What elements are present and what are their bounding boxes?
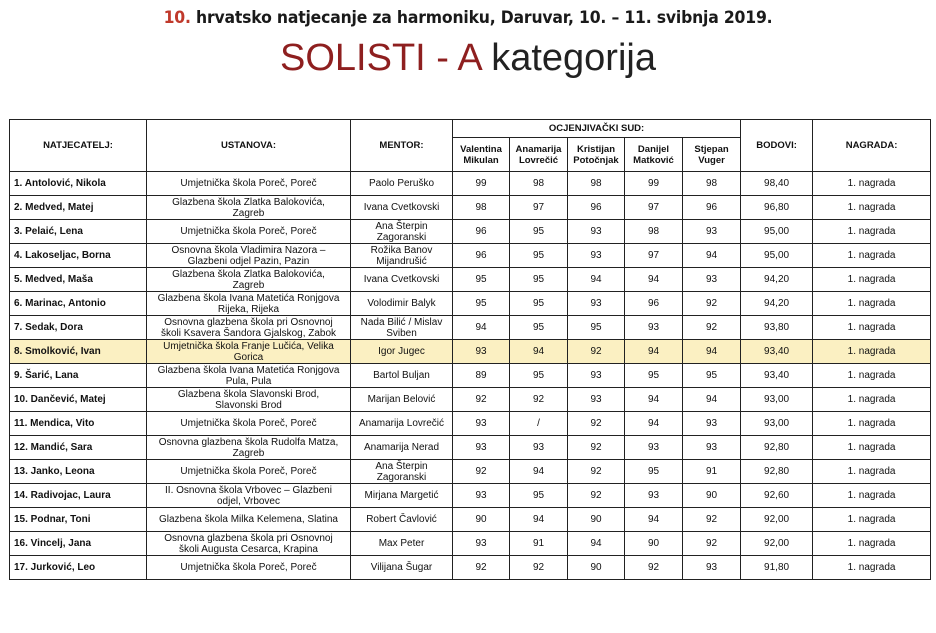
score-cell: 93 [568, 364, 625, 388]
points-cell: 96,80 [741, 196, 813, 220]
award-cell: 1. nagrada [813, 484, 931, 508]
contestant-cell: 10. Dančević, Matej [10, 388, 147, 412]
competition-title [37, 8, 898, 28]
table-row [10, 268, 931, 292]
institution-cell-line: Rijeka, Rijeka [217, 303, 280, 315]
contestant-cell: 12. Mandić, Sara [10, 436, 147, 460]
juror-name-part: Lovrečić [518, 154, 559, 166]
points-cell: 93,80 [741, 316, 813, 340]
category-heading [0, 36, 936, 80]
header-juror [625, 138, 683, 172]
award-cell: 1. nagrada [813, 292, 931, 316]
score-cell: 97 [625, 244, 683, 268]
contestant-cell: 6. Marinac, Antonio [10, 292, 147, 316]
institution-cell [147, 484, 351, 508]
score-cell: 94 [625, 340, 683, 364]
score-cell: 92 [453, 460, 510, 484]
mentor-cell-line: Ivana Cvetkovski [363, 274, 440, 285]
score-cell: 94 [683, 244, 741, 268]
contestant-cell: 16. Vincelj, Jana [10, 532, 147, 556]
points-cell: 92,00 [741, 532, 813, 556]
score-cell: 90 [568, 556, 625, 580]
score-cell: 92 [568, 484, 625, 508]
institution-cell-line: Zagreb [232, 447, 265, 459]
score-cell: 94 [625, 508, 683, 532]
juror-name-part: Valentina [460, 143, 502, 155]
juror-name-part: Potočnjak [573, 154, 619, 166]
mentor-cell [351, 556, 453, 580]
table-row [10, 244, 931, 268]
score-cell: 92 [683, 532, 741, 556]
competition-title-text: hrvatsko natjecanje za harmoniku, Daruvar, 10. – 11. svibnja 2019. [195, 8, 773, 28]
score-cell: 96 [453, 220, 510, 244]
table-row [10, 388, 931, 412]
contestant-cell: 4. Lakoseljac, Borna [10, 244, 147, 268]
institution-cell-line: Osnovna škola Vladimira Nazora – [171, 244, 326, 256]
mentor-cell [351, 340, 453, 364]
points-cell: 92,00 [741, 508, 813, 532]
score-cell: 98 [510, 172, 568, 196]
header-jury: OCJENJIVAČKI SUD: [453, 120, 741, 138]
mentor-cell [351, 220, 453, 244]
institution-cell-line: Osnovna glazbena škola Rudolfa Matza, [158, 436, 339, 448]
institution-cell [147, 340, 351, 364]
award-cell: 1. nagrada [813, 316, 931, 340]
mentor-cell-line: Marijan Belović [367, 394, 436, 405]
juror-name-part: Anamarija [515, 143, 562, 155]
score-cell: 93 [453, 340, 510, 364]
category-heading-black: kategorija [491, 37, 656, 79]
institution-cell-line: školi Ksavera Šandora Gjalskog, Zabok [160, 327, 337, 339]
mentor-cell [351, 412, 453, 436]
institution-cell [147, 532, 351, 556]
score-cell: 93 [625, 316, 683, 340]
institution-cell-line: Glazbena škola Slavonski Brod, [177, 388, 320, 400]
mentor-cell-line: Ana Šterpin [375, 220, 428, 232]
score-cell: 92 [568, 412, 625, 436]
score-cell: 94 [625, 412, 683, 436]
mentor-cell [351, 316, 453, 340]
table-row [10, 460, 931, 484]
score-cell: 92 [683, 508, 741, 532]
table-row [10, 196, 931, 220]
contestant-cell: 3. Pelaić, Lena [10, 220, 147, 244]
points-cell: 98,40 [741, 172, 813, 196]
score-cell: 94 [510, 340, 568, 364]
institution-cell [147, 508, 351, 532]
score-cell: 98 [453, 196, 510, 220]
institution-cell-line: Zagreb [232, 279, 265, 291]
institution-cell [147, 220, 351, 244]
institution-cell [147, 460, 351, 484]
results-table [9, 119, 931, 580]
table-row [10, 172, 931, 196]
score-cell: 92 [683, 316, 741, 340]
score-cell: 93 [683, 268, 741, 292]
score-cell: 92 [453, 556, 510, 580]
score-cell: 93 [683, 556, 741, 580]
mentor-cell [351, 196, 453, 220]
score-cell: 93 [683, 436, 741, 460]
score-cell: 92 [510, 388, 568, 412]
score-cell: 90 [453, 508, 510, 532]
institution-cell [147, 244, 351, 268]
award-cell: 1. nagrada [813, 412, 931, 436]
score-cell: 90 [683, 484, 741, 508]
contestant-cell: 9. Šarić, Lana [10, 364, 147, 388]
institution-cell-line: Slavonski Brod [215, 399, 282, 411]
score-cell: 95 [510, 244, 568, 268]
score-cell: 93 [510, 436, 568, 460]
score-cell: 98 [683, 172, 741, 196]
score-cell: 90 [625, 532, 683, 556]
institution-cell-line: Umjetnička škola Poreč, Poreč [180, 178, 317, 189]
points-cell: 92,80 [741, 460, 813, 484]
header-points: BODOVI: [741, 120, 813, 172]
mentor-cell-line: Rožika Banov [370, 244, 433, 256]
mentor-cell [351, 460, 453, 484]
score-cell: / [510, 412, 568, 436]
score-cell: 93 [453, 484, 510, 508]
award-cell: 1. nagrada [813, 244, 931, 268]
contestant-cell: 15. Podnar, Toni [10, 508, 147, 532]
mentor-cell [351, 436, 453, 460]
mentor-cell-line: Bartol Buljan [373, 370, 430, 381]
score-cell: 92 [568, 340, 625, 364]
points-cell: 91,80 [741, 556, 813, 580]
points-cell: 93,00 [741, 412, 813, 436]
award-cell: 1. nagrada [813, 508, 931, 532]
institution-cell-line: Umjetnička škola Poreč, Poreč [180, 226, 317, 237]
institution-cell [147, 292, 351, 316]
institution-cell-line: Glazbena škola Milka Kelemena, Slatina [159, 514, 338, 525]
mentor-cell-line: Zagoranski [376, 471, 427, 483]
header-award: NAGRADA: [813, 120, 931, 172]
score-cell: 96 [568, 196, 625, 220]
institution-cell [147, 316, 351, 340]
score-cell: 95 [510, 268, 568, 292]
institution-cell [147, 412, 351, 436]
score-cell: 92 [683, 292, 741, 316]
contestant-cell: 17. Jurković, Leo [10, 556, 147, 580]
mentor-cell [351, 292, 453, 316]
institution-cell [147, 172, 351, 196]
institution-cell-line: odjel, Vrbovec [217, 495, 280, 507]
institution-cell-line: Umjetnička škola Poreč, Poreč [180, 418, 317, 429]
score-cell: 99 [625, 172, 683, 196]
table-row [10, 340, 931, 364]
juror-name-part: Vuger [698, 154, 725, 166]
institution-cell-line: Glazbena škola Ivana Matetića Ronjgova [157, 364, 340, 376]
award-cell: 1. nagrada [813, 388, 931, 412]
institution-cell-line: Glazbena škola Zlatka Balokovića, [172, 196, 325, 208]
mentor-cell-line: Anamarija Nerad [363, 442, 440, 453]
score-cell: 92 [568, 436, 625, 460]
score-cell: 94 [683, 388, 741, 412]
institution-cell [147, 556, 351, 580]
mentor-cell-line: Max Peter [378, 538, 425, 549]
header-contestant: NATJECATELJ: [10, 120, 147, 172]
mentor-cell [351, 172, 453, 196]
score-cell: 96 [453, 244, 510, 268]
mentor-cell [351, 244, 453, 268]
contestant-cell: 7. Sedak, Dora [10, 316, 147, 340]
score-cell: 98 [568, 172, 625, 196]
contestant-cell: 1. Antolović, Nikola [10, 172, 147, 196]
institution-cell [147, 436, 351, 460]
score-cell: 90 [568, 508, 625, 532]
category-heading-red: SOLISTI - A [280, 37, 481, 79]
award-cell: 1. nagrada [813, 364, 931, 388]
mentor-cell-line: Nada Bilić / Mislav [360, 316, 443, 328]
score-cell: 96 [625, 292, 683, 316]
mentor-cell [351, 508, 453, 532]
score-cell: 93 [568, 388, 625, 412]
score-cell: 94 [510, 508, 568, 532]
table-row [10, 436, 931, 460]
mentor-cell [351, 532, 453, 556]
score-cell: 93 [625, 484, 683, 508]
mentor-cell [351, 388, 453, 412]
score-cell: 99 [453, 172, 510, 196]
header-juror [453, 138, 510, 172]
table-row [10, 508, 931, 532]
header-mentor: MENTOR: [351, 120, 453, 172]
award-cell: 1. nagrada [813, 532, 931, 556]
award-cell: 1. nagrada [813, 340, 931, 364]
award-cell: 1. nagrada [813, 172, 931, 196]
score-cell: 93 [453, 532, 510, 556]
contestant-cell: 2. Medved, Matej [10, 196, 147, 220]
score-cell: 93 [683, 412, 741, 436]
score-cell: 95 [510, 316, 568, 340]
institution-cell [147, 268, 351, 292]
institution-cell-line: Glazbeni odjel Pazin, Pazin [187, 255, 310, 267]
score-cell: 95 [625, 460, 683, 484]
points-cell: 93,00 [741, 388, 813, 412]
header-juror [510, 138, 568, 172]
award-cell: 1. nagrada [813, 460, 931, 484]
mentor-cell-line: Anamarija Lovrečić [358, 418, 445, 429]
score-cell: 97 [625, 196, 683, 220]
points-cell: 95,00 [741, 220, 813, 244]
score-cell: 96 [683, 196, 741, 220]
competition-number: 10. [163, 8, 191, 28]
juror-name-part: Matković [633, 154, 674, 166]
score-cell: 91 [683, 460, 741, 484]
award-cell: 1. nagrada [813, 268, 931, 292]
score-cell: 94 [510, 460, 568, 484]
mentor-cell-line: Mirjana Margetić [364, 490, 439, 501]
mentor-cell-line: Ivana Cvetkovski [363, 202, 440, 213]
points-cell: 93,40 [741, 364, 813, 388]
institution-cell-line: Osnovna glazbena škola pri Osnovnoj [164, 532, 333, 544]
institution-cell-line: Glazbena škola Zlatka Balokovića, [172, 268, 325, 280]
institution-cell-line: II. Osnovna škola Vrbovec – Glazbeni [165, 484, 332, 496]
score-cell: 93 [453, 412, 510, 436]
score-cell: 93 [625, 436, 683, 460]
score-cell: 93 [568, 220, 625, 244]
award-cell: 1. nagrada [813, 220, 931, 244]
table-row [10, 412, 931, 436]
contestant-cell: 8. Smolković, Ivan [10, 340, 147, 364]
score-cell: 91 [510, 532, 568, 556]
contestant-cell: 13. Janko, Leona [10, 460, 147, 484]
score-cell: 94 [568, 268, 625, 292]
juror-name-part: Stjepan [694, 143, 729, 155]
score-cell: 94 [683, 340, 741, 364]
institution-cell-line: Osnovna glazbena škola pri Osnovnoj [164, 316, 333, 328]
points-cell: 93,40 [741, 340, 813, 364]
award-cell: 1. nagrada [813, 436, 931, 460]
header-institution: USTANOVA: [147, 120, 351, 172]
contestant-cell: 5. Medved, Maša [10, 268, 147, 292]
institution-cell-line: Zagreb [232, 207, 265, 219]
score-cell: 95 [510, 292, 568, 316]
score-cell: 95 [568, 316, 625, 340]
juror-name-part: Danijel [637, 143, 670, 155]
mentor-cell-line: Volodimir Balyk [367, 298, 436, 309]
juror-name-part: Mikulan [463, 154, 499, 166]
mentor-cell [351, 484, 453, 508]
score-cell: 95 [625, 364, 683, 388]
table-row [10, 484, 931, 508]
institution-cell-line: Pula, Pula [225, 375, 272, 387]
mentor-cell-line: Sviben [386, 327, 417, 339]
score-cell: 92 [453, 388, 510, 412]
institution-cell-line: Gorica [233, 351, 264, 363]
institution-cell-line: Umjetnička škola Poreč, Poreč [180, 562, 317, 573]
table-row [10, 364, 931, 388]
points-cell: 94,20 [741, 268, 813, 292]
score-cell: 98 [625, 220, 683, 244]
table-row [10, 292, 931, 316]
mentor-cell-line: Ana Šterpin [375, 460, 428, 472]
table-row [10, 316, 931, 340]
score-cell: 89 [453, 364, 510, 388]
institution-cell-line: školi Augusta Cesarca, Krapina [179, 543, 318, 555]
score-cell: 92 [625, 556, 683, 580]
score-cell: 95 [453, 268, 510, 292]
header-juror [568, 138, 625, 172]
mentor-cell [351, 364, 453, 388]
award-cell: 1. nagrada [813, 556, 931, 580]
institution-cell-line: Umjetnička škola Franje Lučića, Velika [163, 340, 334, 352]
score-cell: 94 [625, 388, 683, 412]
mentor-cell [351, 268, 453, 292]
institution-cell [147, 196, 351, 220]
score-cell: 95 [683, 364, 741, 388]
score-cell: 94 [453, 316, 510, 340]
table-row [10, 220, 931, 244]
score-cell: 93 [453, 436, 510, 460]
points-cell: 94,20 [741, 292, 813, 316]
juror-name-part: Kristijan [576, 143, 615, 155]
score-cell: 92 [510, 556, 568, 580]
score-cell: 93 [683, 220, 741, 244]
score-cell: 97 [510, 196, 568, 220]
table-row [10, 556, 931, 580]
score-cell: 92 [568, 460, 625, 484]
institution-cell-line: Glazbena škola Ivana Matetića Ronjgova [157, 292, 340, 304]
mentor-cell-line: Zagoranski [376, 231, 427, 243]
score-cell: 94 [625, 268, 683, 292]
score-cell: 93 [568, 292, 625, 316]
score-cell: 95 [510, 364, 568, 388]
institution-cell [147, 364, 351, 388]
mentor-cell-line: Vilijana Šugar [370, 562, 433, 573]
contestant-cell: 14. Radivojac, Laura [10, 484, 147, 508]
mentor-cell-line: Igor Jugec [378, 346, 425, 357]
institution-cell [147, 388, 351, 412]
score-cell: 95 [510, 220, 568, 244]
institution-cell-line: Umjetnička škola Poreč, Poreč [180, 466, 317, 477]
points-cell: 92,80 [741, 436, 813, 460]
points-cell: 95,00 [741, 244, 813, 268]
score-cell: 95 [453, 292, 510, 316]
mentor-cell-line: Robert Čavlović [366, 514, 437, 525]
header-juror [683, 138, 741, 172]
contestant-cell: 11. Mendica, Vito [10, 412, 147, 436]
score-cell: 93 [568, 244, 625, 268]
score-cell: 95 [510, 484, 568, 508]
mentor-cell-line: Mijandrušić [376, 255, 427, 267]
score-cell: 94 [568, 532, 625, 556]
points-cell: 92,60 [741, 484, 813, 508]
table-row [10, 532, 931, 556]
award-cell: 1. nagrada [813, 196, 931, 220]
mentor-cell-line: Paolo Peruško [368, 178, 435, 189]
